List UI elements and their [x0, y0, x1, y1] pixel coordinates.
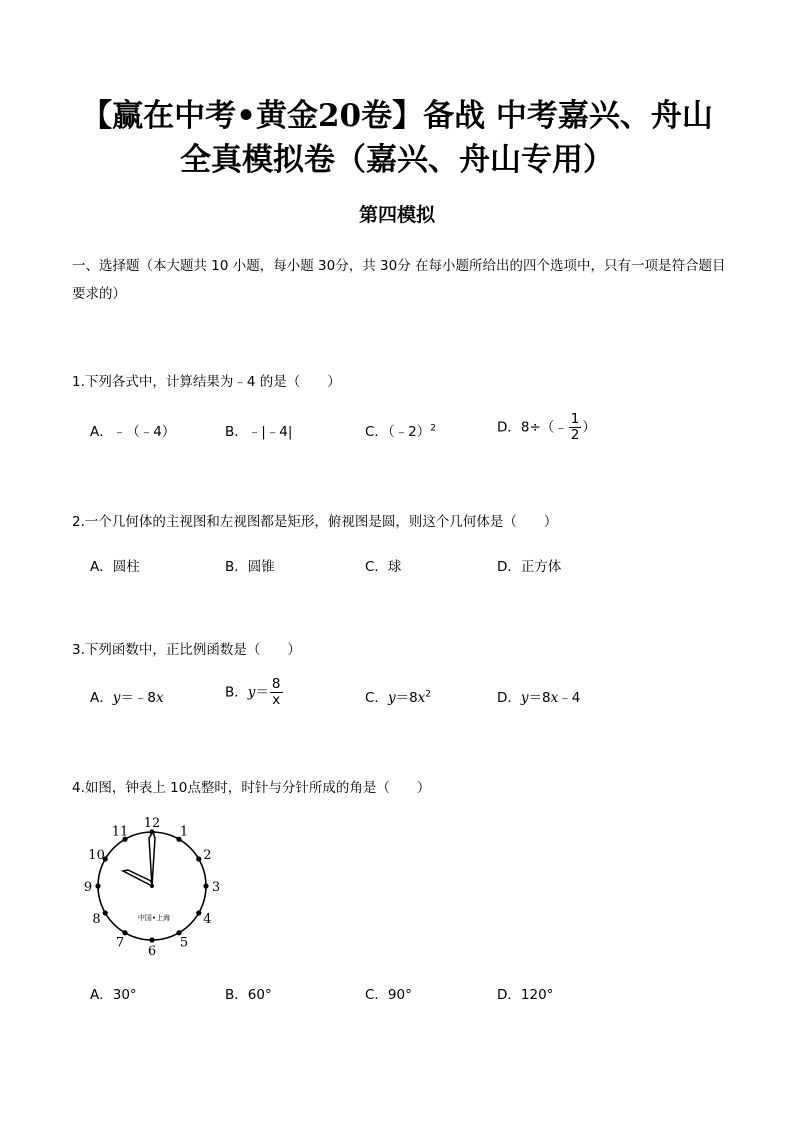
option-prefix: B． [225, 684, 248, 701]
question-1-option-d-fraction [569, 412, 582, 443]
fraction-numerator: 1 [570, 411, 580, 427]
clock-number: 3 [211, 880, 221, 895]
question-2-option-b: B．圆锥 [225, 559, 275, 575]
clock-number: 11 [111, 824, 129, 840]
clock-center [150, 884, 154, 888]
exam-title-line1: 【赢在中考•黄金20卷】备战 中考嘉兴、舟山 [81, 98, 713, 134]
clock-number: 5 [179, 935, 189, 951]
question-3-option-d [497, 686, 580, 706]
clock-number: 1 [179, 824, 189, 840]
fraction-denominator: 2 [570, 426, 580, 443]
var-x: x [155, 690, 164, 706]
equals: ＝ [255, 684, 269, 701]
question-1-option-a: A．﹣（﹣4） [90, 424, 176, 440]
expr: ＝8 [395, 690, 418, 706]
exponent: 2 [425, 689, 432, 700]
question-1-option-b: B．﹣|﹣4| [225, 424, 293, 440]
question-4-option-c: C．90° [365, 987, 412, 1003]
clock-dot [95, 883, 100, 888]
section-intro: 一、选择题（本大题共 10 小题，每小题 30分，共 30分 在每小题所给出的四个选项中，只有一项是符合题目要求的） [72, 258, 726, 302]
expr: ＝8 [528, 690, 551, 706]
question-3-option-c [365, 686, 431, 706]
question-3-stem: 3.下列函数中，正比例函数是（ ） [72, 642, 301, 658]
question-3-option-a [90, 686, 164, 706]
clock-number: 6 [147, 944, 157, 959]
var-x: x [417, 690, 426, 706]
question-4-option-a: A．30° [90, 987, 137, 1003]
fraction-numerator: 8 [271, 676, 281, 692]
clock-number: 7 [115, 935, 125, 951]
exam-title-line2: 全真模拟卷（嘉兴、舟山专用） [180, 142, 614, 178]
exam-subtitle: 第四模拟 [358, 204, 435, 226]
var-y: y [387, 690, 396, 706]
question-2-option-c: C．球 [365, 559, 402, 575]
question-3-option-b [225, 677, 284, 708]
clock-dot [103, 910, 108, 915]
question-1-stem: 1.下列各式中，计算结果为﹣4 的是（ ） [72, 374, 341, 390]
question-4-option-b: B．60° [225, 987, 272, 1003]
question-1-option-c-exponent: 2 [430, 423, 436, 434]
clock-dot [196, 910, 201, 915]
option-prefix: A． [90, 690, 113, 706]
clock-number: 2 [203, 848, 212, 863]
question-1-option-d [497, 412, 596, 443]
var-y: y [247, 684, 256, 701]
clock-number: 12 [143, 816, 161, 831]
expr: ＝﹣8 [120, 690, 156, 706]
question-2-stem: 2.一个几何体的主视图和左视图都是矩形，俯视图是圆，则这个几何体是（ ） [72, 514, 558, 530]
clock-minute-hand [149, 832, 155, 886]
clock-dot [196, 856, 201, 861]
question-4-option-d: D．120° [497, 987, 554, 1003]
question-2-option-a: A．圆柱 [90, 559, 140, 575]
option-prefix: C． [365, 690, 388, 706]
option-prefix: D． [497, 690, 521, 706]
clock-number: 10 [88, 848, 105, 863]
question-1-option-d-text: D．8÷（﹣ [497, 419, 568, 436]
question-4-stem: 4.如图，钟表上 10点整时，时针与分针所成的角是（ ） [72, 780, 431, 796]
clock-number: 8 [92, 912, 101, 927]
question-1-option-c [365, 420, 436, 440]
question-1-option-d-close: ） [582, 419, 596, 436]
fraction-denominator: x [272, 691, 281, 708]
var-x: x [550, 690, 559, 706]
question-1-option-c-text: C．（﹣2） [365, 424, 431, 440]
clock-brand-text: 中国•上海 [137, 914, 171, 922]
clock-number: 4 [203, 912, 212, 927]
clock-dot [203, 883, 208, 888]
expr-tail: ﹣4 [558, 690, 581, 706]
question-3-option-b-fraction [270, 677, 283, 708]
clock-figure [85, 818, 225, 958]
clock-dot [149, 937, 154, 942]
clock-hour-hand [123, 870, 152, 886]
var-y: y [112, 690, 121, 706]
var-y: y [520, 690, 529, 706]
clock-number: 9 [83, 880, 93, 895]
question-2-option-d: D．正方体 [497, 559, 562, 575]
